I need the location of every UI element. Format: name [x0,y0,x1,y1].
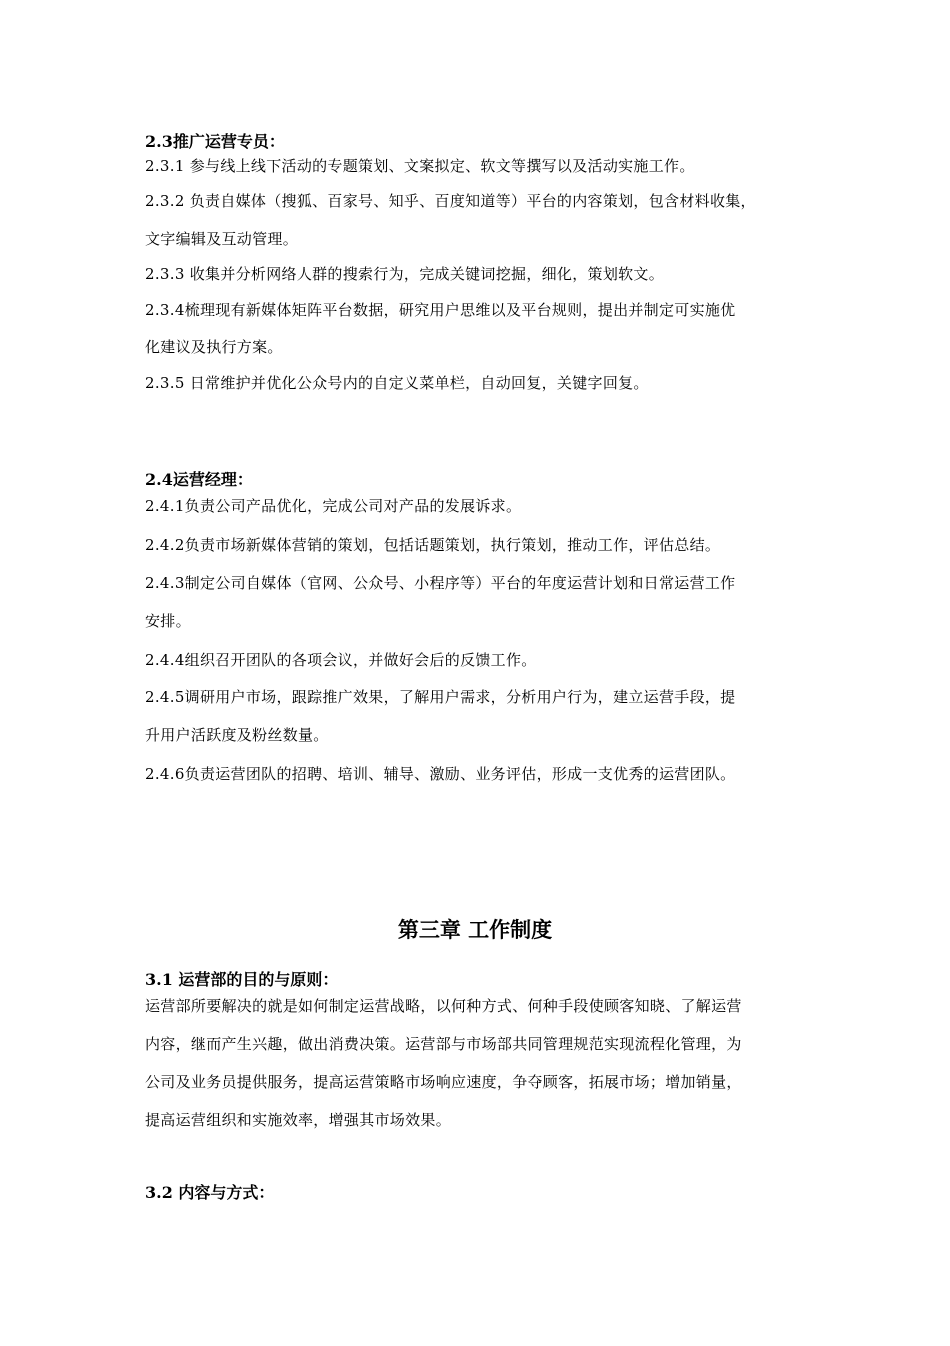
section-2-4-line-5: 2.4.4组织召开团队的各项会议，并做好会后的反馈工作。 [145,651,537,669]
section-3-1-line-1: 运营部所要解决的就是如何制定运营战略，以何种方式、何种手段使顾客知晓、了解运营 [145,997,742,1015]
section-3-1-line-2: 内容，继而产生兴趣，做出消费决策。运营部与市场部共同管理规范实现流程化管理，为 [145,1035,742,1053]
section-2-3-heading: 2.3推广运营专员： [145,132,285,151]
section-3-1-line-3: 公司及业务员提供服务，提高运营策略市场响应速度，争夺顾客，拓展市场；增加销量， [145,1073,742,1091]
section-2-4-heading: 2.4运营经理： [145,470,253,489]
section-2-3-line-5: 2.3.4梳理现有新媒体矩阵平台数据，研究用户思维以及平台规则，提出并制定可实施优 [145,301,736,319]
section-2-3-line-4: 2.3.3 收集并分析网络人群的搜索行为，完成关键词挖掘，细化，策划软文。 [145,265,665,283]
section-2-4-line-2: 2.4.2负责市场新媒体营销的策划，包括话题策划，执行策划，推动工作，评估总结。 [145,536,721,554]
section-2-4-line-3: 2.4.3制定公司自媒体（官网、公众号、小程序等）平台的年度运营计划和日常运营工作 [145,574,736,592]
chapter-3-title: 第三章 工作制度 [397,917,553,942]
section-3-1-line-4: 提高运营组织和实施效率，增强其市场效果。 [145,1111,452,1129]
section-2-4-line-4: 安排。 [145,612,191,630]
section-2-4-line-6: 2.4.5调研用户市场，跟踪推广效果，了解用户需求，分析用户行为，建立运营手段，提 [145,688,736,706]
section-2-4-line-1: 2.4.1负责公司产品优化，完成公司对产品的发展诉求。 [145,497,522,515]
section-2-3-line-7: 2.3.5 日常维护并优化公众号内的自定义菜单栏，自动回复，关键字回复。 [145,374,649,392]
section-3-1-heading: 3.1 运营部的目的与原则： [145,970,339,989]
section-2-3-line-3: 文字编辑及互动管理。 [145,230,299,248]
section-2-3-line-1: 2.3.1 参与线上线下活动的专题策划、文案拟定、软文等撰写以及活动实施工作。 [145,157,695,175]
section-2-4-line-8: 2.4.6负责运营团队的招聘、培训、辅导、激励、业务评估，形成一支优秀的运营团队。 [145,765,736,783]
section-2-4-line-7: 升用户活跃度及粉丝数量。 [145,726,329,744]
section-2-3-line-2: 2.3.2 负责自媒体（搜狐、百家号、知乎、百度知道等）平台的内容策划，包含材料收集， [145,192,756,210]
section-3-2-heading: 3.2 内容与方式： [145,1183,275,1202]
section-2-3-line-6: 化建议及执行方案。 [145,338,283,356]
